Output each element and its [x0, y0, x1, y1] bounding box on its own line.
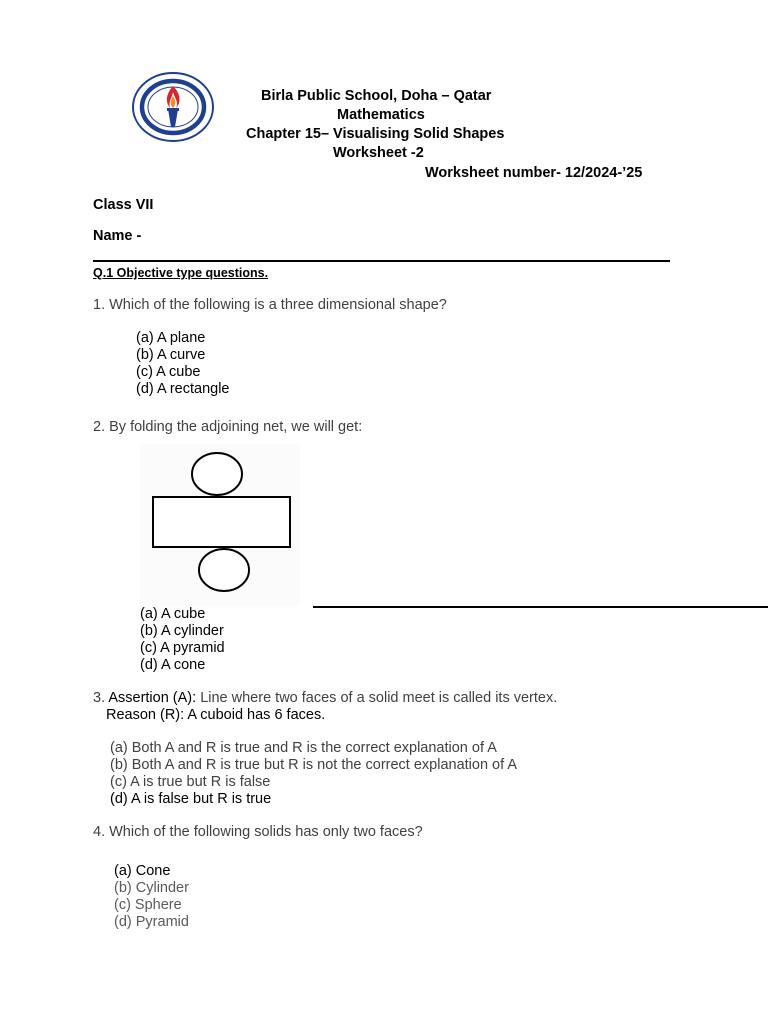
question-3-option-c: (c) A is true but R is false: [110, 774, 271, 790]
question-4-option-d: (d) Pyramid: [114, 914, 189, 930]
question-3-options: [110, 740, 517, 808]
question-4-option-c: (c) Sphere: [114, 897, 182, 913]
question-2-text: 2. By folding the adjoining net, we will get:: [93, 419, 363, 435]
chapter-title: Chapter 15– Visualising Solid Shapes: [246, 126, 505, 142]
question-3-assertion: [93, 690, 557, 706]
class-label: Class VII: [93, 197, 154, 213]
answer-line: [313, 606, 768, 608]
torch-emblem-icon: [132, 72, 214, 142]
question-4-options: [114, 863, 189, 931]
subject-title: Mathematics: [337, 107, 425, 123]
question-2-option-c: (c) A pyramid: [140, 640, 225, 656]
question-1-option-c: (c) A cube: [136, 364, 201, 380]
question-3-option-a: (a) Both A and R is true and R is the correct explanation of A: [110, 740, 497, 756]
school-name: Birla Public School, Doha – Qatar: [261, 88, 492, 104]
question-4-option-b: (b) Cylinder: [114, 880, 189, 896]
question-1-option-a: (a) A plane: [136, 330, 206, 346]
question-3-assertion-text: Line where two faces of a solid meet is called its vertex.: [200, 690, 558, 706]
cylinder-net-icon: [140, 444, 300, 606]
question-2-option-a: (a) A cube: [140, 606, 206, 622]
worksheet-number: Worksheet number- 12/2024-’25: [425, 165, 643, 181]
question-2-option-d: (d) A cone: [140, 657, 206, 673]
question-3-option-d: (d) A is false but R is true: [110, 791, 272, 807]
question-4-option-a: (a) Cone: [114, 863, 171, 879]
cylinder-net-figure: [140, 444, 300, 606]
question-2-option-b: (b) A cylinder: [140, 623, 224, 639]
question-3-reason: Reason (R): A cuboid has 6 faces.: [106, 707, 326, 723]
name-label: Name -: [93, 228, 142, 244]
worksheet-title: Worksheet -2: [333, 145, 424, 161]
question-1-option-b: (b) A curve: [136, 347, 206, 363]
question-1-options: [136, 330, 230, 398]
question-1-option-d: (d) A rectangle: [136, 381, 230, 397]
question-3-assertion-label: Assertion (A):: [108, 690, 197, 706]
question-4-text: 4. Which of the following solids has only two faces?: [93, 824, 423, 840]
school-logo: [132, 72, 214, 142]
question-2-options: [140, 606, 225, 674]
question-3-option-b: (b) Both A and R is true but R is not the correct explanation of A: [110, 757, 518, 773]
question-1-text: 1. Which of the following is a three dimensional shape?: [93, 297, 447, 313]
question-3-number: 3.: [93, 690, 106, 706]
section-title: Q.1 Objective type questions.: [93, 266, 269, 280]
name-underline: [93, 260, 670, 262]
